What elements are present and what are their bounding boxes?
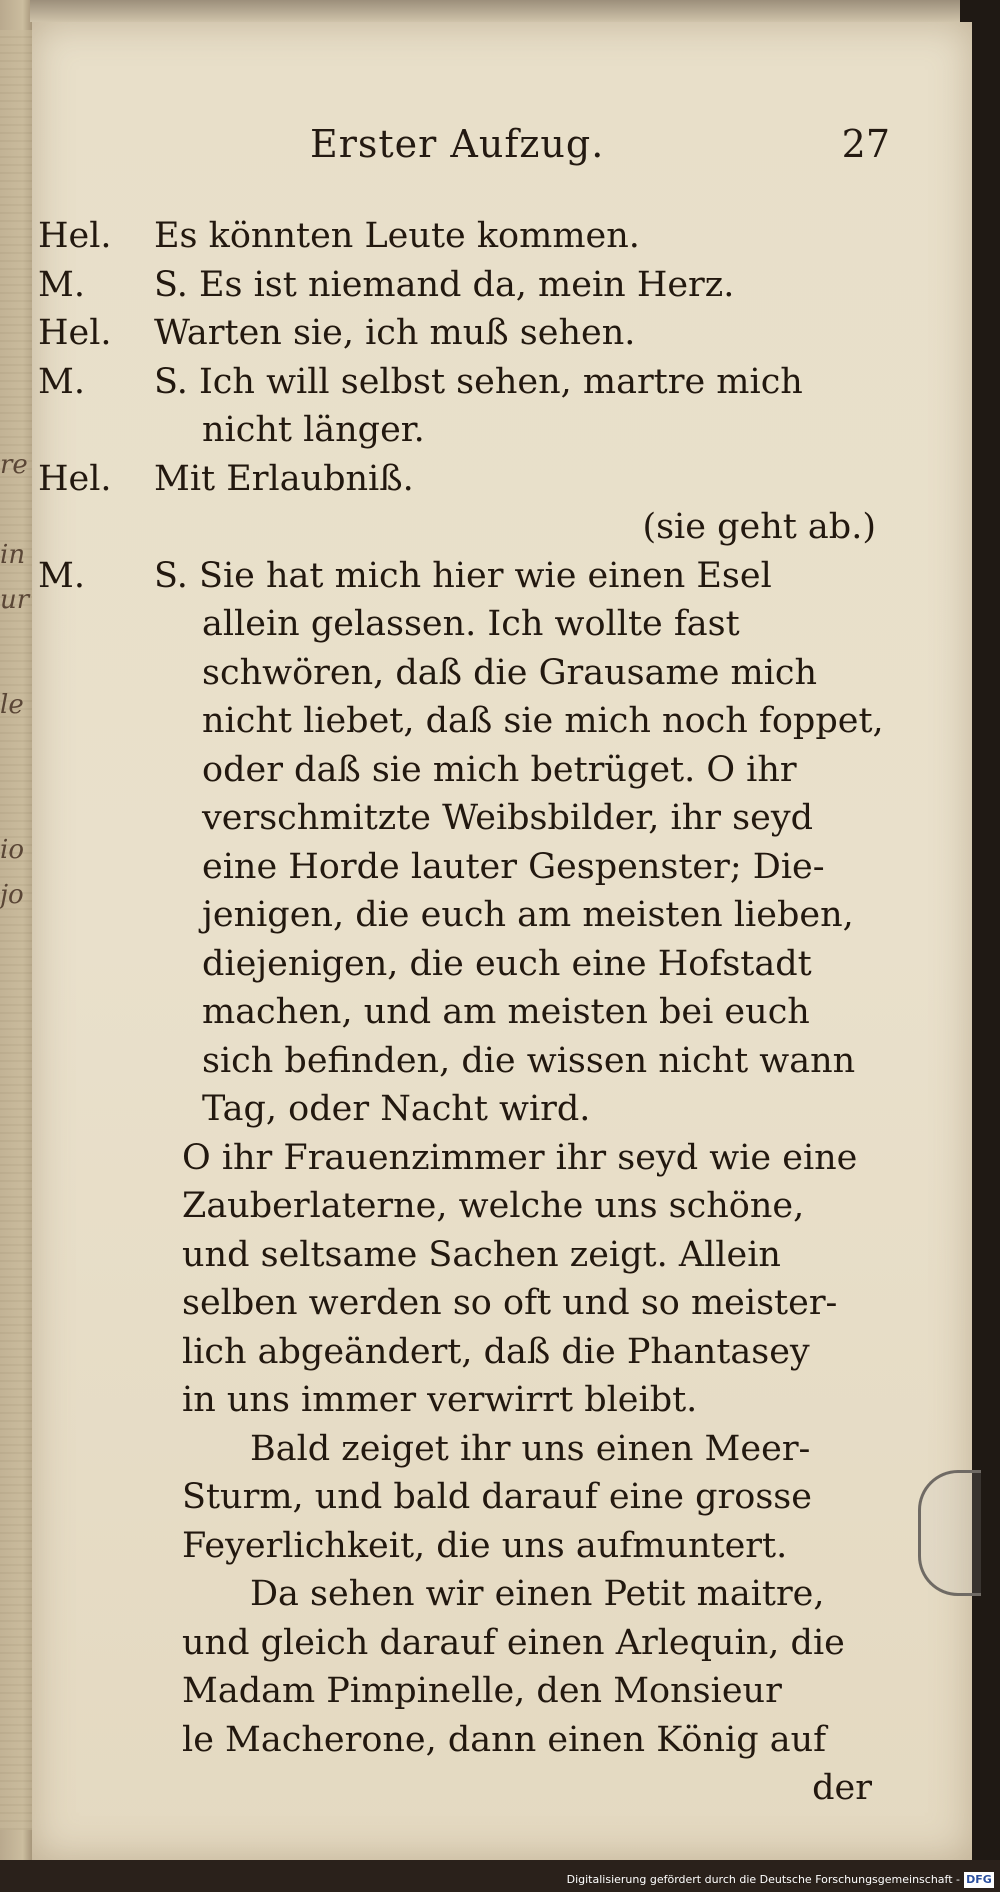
- speech-line: [32, 309, 972, 358]
- paragraph-text: Bald zeiget ihr uns einen Meer-: [250, 1428, 811, 1469]
- catchword: der: [812, 1768, 872, 1808]
- paragraph-line: [32, 1425, 972, 1474]
- speech-continuation: nicht länger.: [202, 410, 425, 450]
- speech-text: S. Sie hat mich hier wie einen Esel: [154, 555, 772, 596]
- catchword-row: [32, 1764, 972, 1813]
- stage-direction-row: [32, 503, 972, 552]
- speech-text: Warten sie, ich muß sehen.: [154, 313, 636, 353]
- speech-line: [32, 455, 972, 504]
- paragraph-text: Madam Pimpinelle, den Monsieur: [182, 1671, 782, 1711]
- speech-line: [32, 988, 972, 1037]
- page-number: 27: [841, 122, 890, 166]
- paragraph-line: [32, 1376, 972, 1425]
- page-top-edge: [30, 0, 980, 22]
- margin-bleed-text: jo: [0, 880, 24, 910]
- margin-bleed-text: ur: [0, 585, 30, 615]
- paragraph-text: und seltsame Sachen zeigt. Allein: [182, 1234, 781, 1275]
- speaker-label: Hel.: [38, 216, 112, 256]
- paragraph-line: [32, 1328, 972, 1377]
- speech-line: [32, 358, 972, 407]
- speaker-label: Hel.: [38, 458, 112, 499]
- paragraph-text: in uns immer verwirrt bleibt.: [182, 1380, 698, 1420]
- speech-continuation: eine Horde lauter Gespenster; Die-: [202, 846, 825, 887]
- margin-bleed-text: io: [0, 835, 24, 865]
- speech-line: [32, 891, 972, 940]
- paragraph-text: Feyerlichkeit, die uns aufmuntert.: [182, 1525, 788, 1566]
- paragraph-line: [32, 1522, 972, 1571]
- speech-line: [32, 212, 972, 261]
- speech-continuation: oder daß sie mich betrüget. O ihr: [202, 749, 797, 790]
- paragraph-text: O ihr Frauenzimmer ihr seyd wie eine: [182, 1137, 858, 1178]
- speech-continuation: schwören, daß die Grausame mich: [202, 652, 818, 693]
- paragraph-line: [32, 1619, 972, 1668]
- paragraph-line: [32, 1182, 972, 1231]
- speech-line: [32, 794, 972, 843]
- speech-line: [32, 746, 972, 795]
- speech-continuation: jenigen, die euch am meisten lieben,: [202, 895, 854, 935]
- speech-continuation: verschmitzte Weibsbilder, ihr seyd: [202, 798, 813, 838]
- speech-line: [32, 406, 972, 455]
- footer-bar: [0, 1860, 1000, 1892]
- speech-line: [32, 600, 972, 649]
- paragraph-text: Da sehen wir einen Petit maitre,: [250, 1574, 825, 1614]
- paragraph-line: [32, 1279, 972, 1328]
- speech-line: [32, 843, 972, 892]
- speech-text: S. Ich will selbst sehen, martre mich: [154, 361, 803, 402]
- speech-line: [32, 552, 972, 601]
- paragraph-line: [32, 1473, 972, 1522]
- paragraph-line: [32, 1667, 972, 1716]
- stage-direction: (sie geht ab.): [642, 507, 876, 547]
- speech-continuation: allein gelassen. Ich wollte fast: [202, 604, 740, 644]
- speech-continuation: Tag, oder Nacht wird.: [202, 1089, 591, 1129]
- dfg-logo-icon: DFG: [964, 1872, 994, 1888]
- paragraph-text: lich abgeändert, daß die Phantasey: [182, 1331, 810, 1372]
- book-page: [32, 22, 972, 1860]
- speech-text: Mit Erlaubniß.: [154, 458, 414, 499]
- speech-text: S. Es ist niemand da, mein Herz.: [154, 264, 735, 305]
- running-head: Erster Aufzug.: [310, 122, 605, 166]
- paragraph-line: [32, 1570, 972, 1619]
- speech-continuation: sich befinden, die wissen nicht wann: [202, 1040, 856, 1081]
- funding-note: Digitalisierung gefördert durch die Deutsche Forschungsgemeinschaft -: [566, 1873, 960, 1886]
- speech-continuation: diejenigen, die euch eine Hofstadt: [202, 943, 812, 984]
- paragraph-text: Zauberlaterne, welche uns schöne,: [182, 1186, 805, 1226]
- page-header: [32, 122, 972, 182]
- paragraph-text: Sturm, und bald darauf eine grosse: [182, 1477, 812, 1517]
- speaker-label: Hel.: [38, 313, 112, 353]
- speech-line: [32, 261, 972, 310]
- speech-continuation: machen, und am meisten bei euch: [202, 992, 810, 1032]
- speech-line: [32, 1085, 972, 1134]
- speech-line: [32, 649, 972, 698]
- speaker-label: M.: [38, 555, 85, 596]
- speech-text: Es könnten Leute kommen.: [154, 216, 640, 256]
- speech-line: [32, 940, 972, 989]
- speaker-label: M.: [38, 264, 85, 305]
- paragraph-text: selben werden so oft und so meister-: [182, 1283, 838, 1323]
- speech-continuation: nicht liebet, daß sie mich noch foppet,: [202, 701, 884, 741]
- speaker-label: M.: [38, 361, 85, 402]
- margin-bleed-text: le: [0, 690, 24, 720]
- paragraph-line: [32, 1231, 972, 1280]
- page-body: [32, 212, 972, 1813]
- paragraph-text: und gleich darauf einen Arlequin, die: [182, 1622, 845, 1663]
- speech-line: [32, 697, 972, 746]
- margin-bleed-text: in: [0, 540, 26, 570]
- paragraph-text: le Macherone, dann einen König auf: [182, 1719, 827, 1760]
- book-clamp: [918, 1470, 981, 1596]
- book-edge-texture: [0, 30, 34, 1830]
- margin-bleed-text: re: [0, 450, 28, 480]
- paragraph-line: [32, 1134, 972, 1183]
- paragraph-line: [32, 1716, 972, 1765]
- speech-line: [32, 1037, 972, 1086]
